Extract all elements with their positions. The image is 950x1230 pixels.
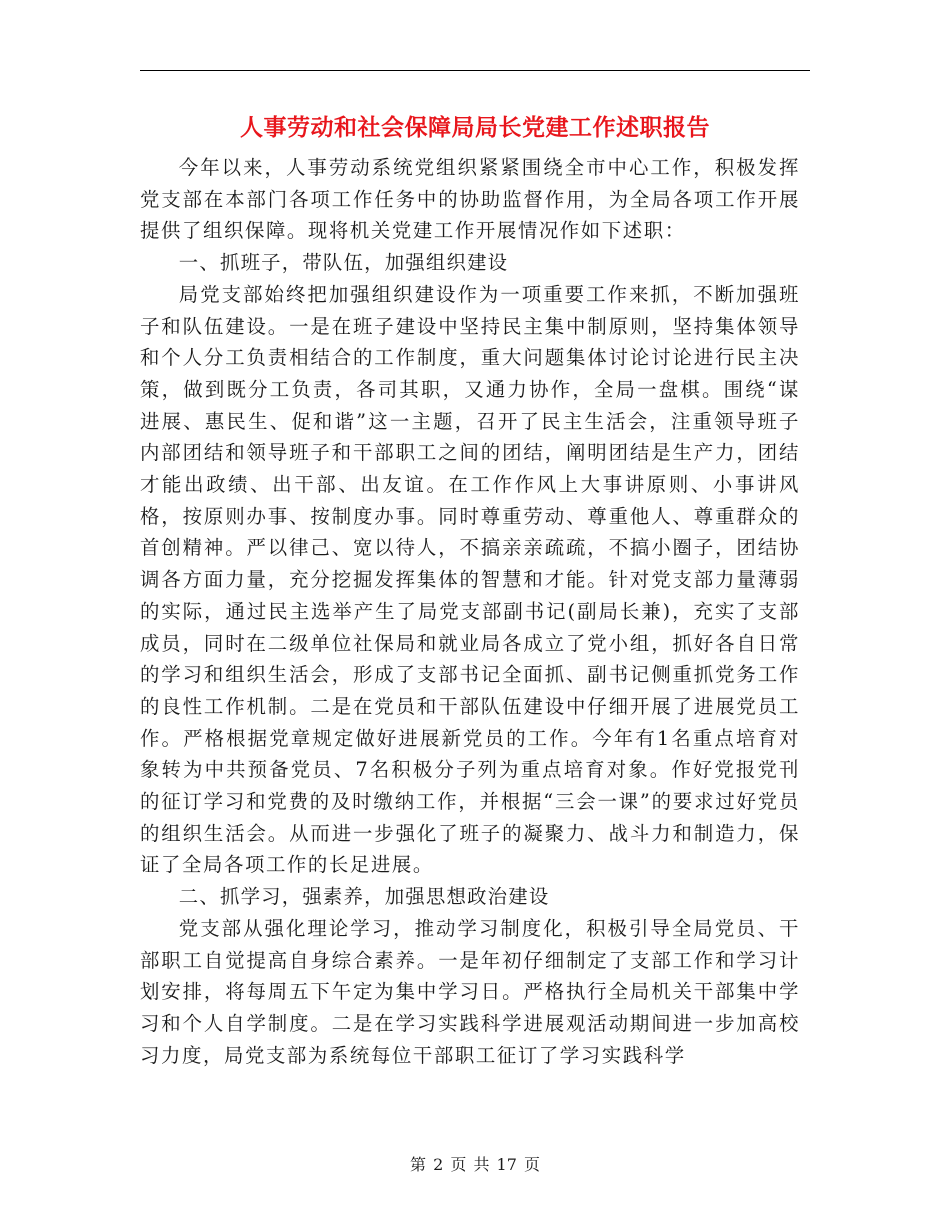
section-1-paragraph: 局党支部始终把加强组织建设作为一项重要工作来抓，不断加强班子和队伍建设。一是在班子建设中坚持民主集中制原则，坚持集体领导和个人分工负责相结合的工作制度，重大问题集体讨论讨论进行民主决策，做到既分工负责，各司其职，又通力协作，全局一盘棋。围绕“谋进展、惠民生、促和谐”这一主题，召开了民主生活会，注重领导班子内部团结和领导班子和干部职工之间的团结，阐明团结是生产力，团结才能出政绩、出干部、出友谊。在工作作风上大事讲原则、小事讲风格，按原则办事、按制度办事。同时尊重劳动、尊重他人、尊重群众的首创精神。严以律己、宽以待人，不搞亲亲疏疏，不搞小圈子，团结协调各方面力量，充分挖掘发挥集体的智慧和才能。针对党支部力量薄弱的实际，通过民主选举产生了局党支部副书记(副局长兼)，充实了支部成员，同时在二级单位社保局和就业局各成立了党小组，抓好各自日常的学习和组织生活会，形成了支部书记全面抓、副书记侧重抓党务工作的良性工作机制。二是在党员和干部队伍建设中仔细开展了进展党员工作。严格根据党章规定做好进展新党员的工作。今年有1名重点培育对象转为中共预备党员、7名积极分子列为重点培育对象。作好党报党刊的征订学习和党费的及时缴纳工作，并根据“三会一课”的要求过好党员的组织生活会。从而进一步强化了班子的凝聚力、战斗力和制造力，保证了全局各项工作的长足进展。	[140, 282, 800, 877]
section-2-paragraph: 党支部从强化理论学习，推动学习制度化，积极引导全局党员、干部职工自觉提高自身综合素养。一是年初仔细制定了支部工作和学习计划安排，将每周五下午定为集中学习日。严格执行全局机关干部集中学习和个人自学制度。二是在学习实践科学进展观活动期间进一步加高校习力度，局党支部为系统每位干部职工征订了学习实践科学	[140, 916, 800, 1067]
section-heading-2: 二、抓学习，强素养，加强思想政治建设	[178, 885, 550, 909]
section-heading-1: 一、抓班子，带队伍，加强组织建设	[178, 251, 509, 275]
document-title: 人事劳动和社会保障局局长党建工作述职报告	[240, 114, 710, 141]
intro-paragraph: 今年以来，人事劳动系统党组织紧紧围绕全市中心工作，积极发挥党支部在本部门各项工作任务中的协助监督作用，为全局各项工作开展提供了组织保障。现将机关党建工作开展情况作如下述职：	[140, 156, 800, 243]
header-rule	[140, 70, 810, 71]
document-body	[140, 152, 800, 1071]
page-number-footer: 第 2 页 共 17 页	[410, 1155, 540, 1174]
